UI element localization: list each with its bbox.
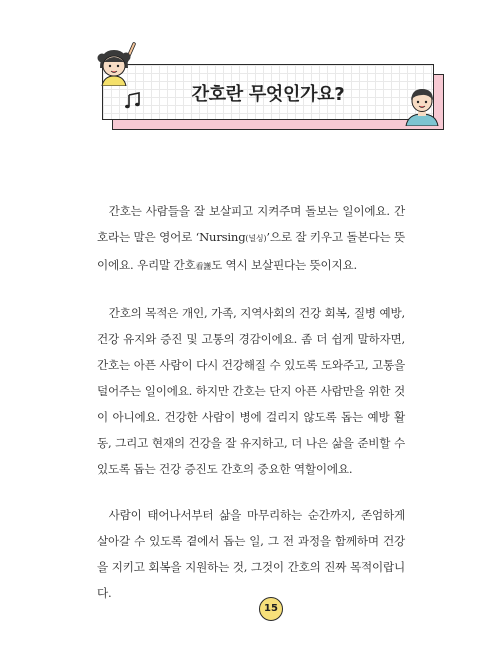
paragraph-1-part-a: 간호는 사람들을 잘 보살피고 지켜주며 돌보는 일이에요. 간호라는 말은 영어로 ‘Nursing — [97, 204, 405, 244]
chapter-header — [0, 0, 500, 160]
title-box — [102, 64, 434, 120]
body-text — [97, 198, 405, 626]
paragraph-1-part-c: ’으로 잘 키우고 돌본다는 뜻이에요. 우리말 간호 — [97, 230, 405, 272]
paragraph-1 — [97, 198, 405, 280]
paragraph-1-part-e: 도 역시 보살핀다는 뜻이지요. — [211, 258, 357, 272]
music-note-icon — [124, 92, 142, 110]
hanja-note: 看護 — [195, 262, 212, 271]
page-number-badge: 15 — [259, 597, 283, 621]
pronunciation-note: (널싱) — [245, 234, 267, 243]
paragraph-2: 간호의 목적은 개인, 가족, 지역사회의 건강 회복, 질병 예방, 건강 유지와 증진 및 고통의 경감이에요. 좀 더 쉽게 말하자면, 간호는 아픈 사람이 다시 건강해질 수 있도록 도와주고, 고통을 덜어주는 일이에요. 하지만 간호는 단지 아픈 사람만을 위한 것이 아니에요. 건강한 사람이 병에 걸리지 않도록 돕는 예방 활동, 그리고 현재의 건강을 잘 유지하고, 더 나은 삶을 준비할 수 있도록 돕는 건강 증진도 간호의 중요한 역할이에요. — [97, 306, 405, 476]
boy-character-icon — [404, 86, 440, 126]
paragraph-3: 사람이 태어나서부터 삶을 마무리하는 순간까지, 존엄하게 살아갈 수 있도록 곁에서 돕는 일, 그 전 과정을 함께하며 건강을 지키고 회복을 지원하는 것, 그것이 간호의 진짜 목적이랍니다. — [97, 508, 405, 600]
girl-character-icon — [96, 40, 142, 86]
page-title: 간호란 무엇인가요? — [191, 84, 345, 105]
